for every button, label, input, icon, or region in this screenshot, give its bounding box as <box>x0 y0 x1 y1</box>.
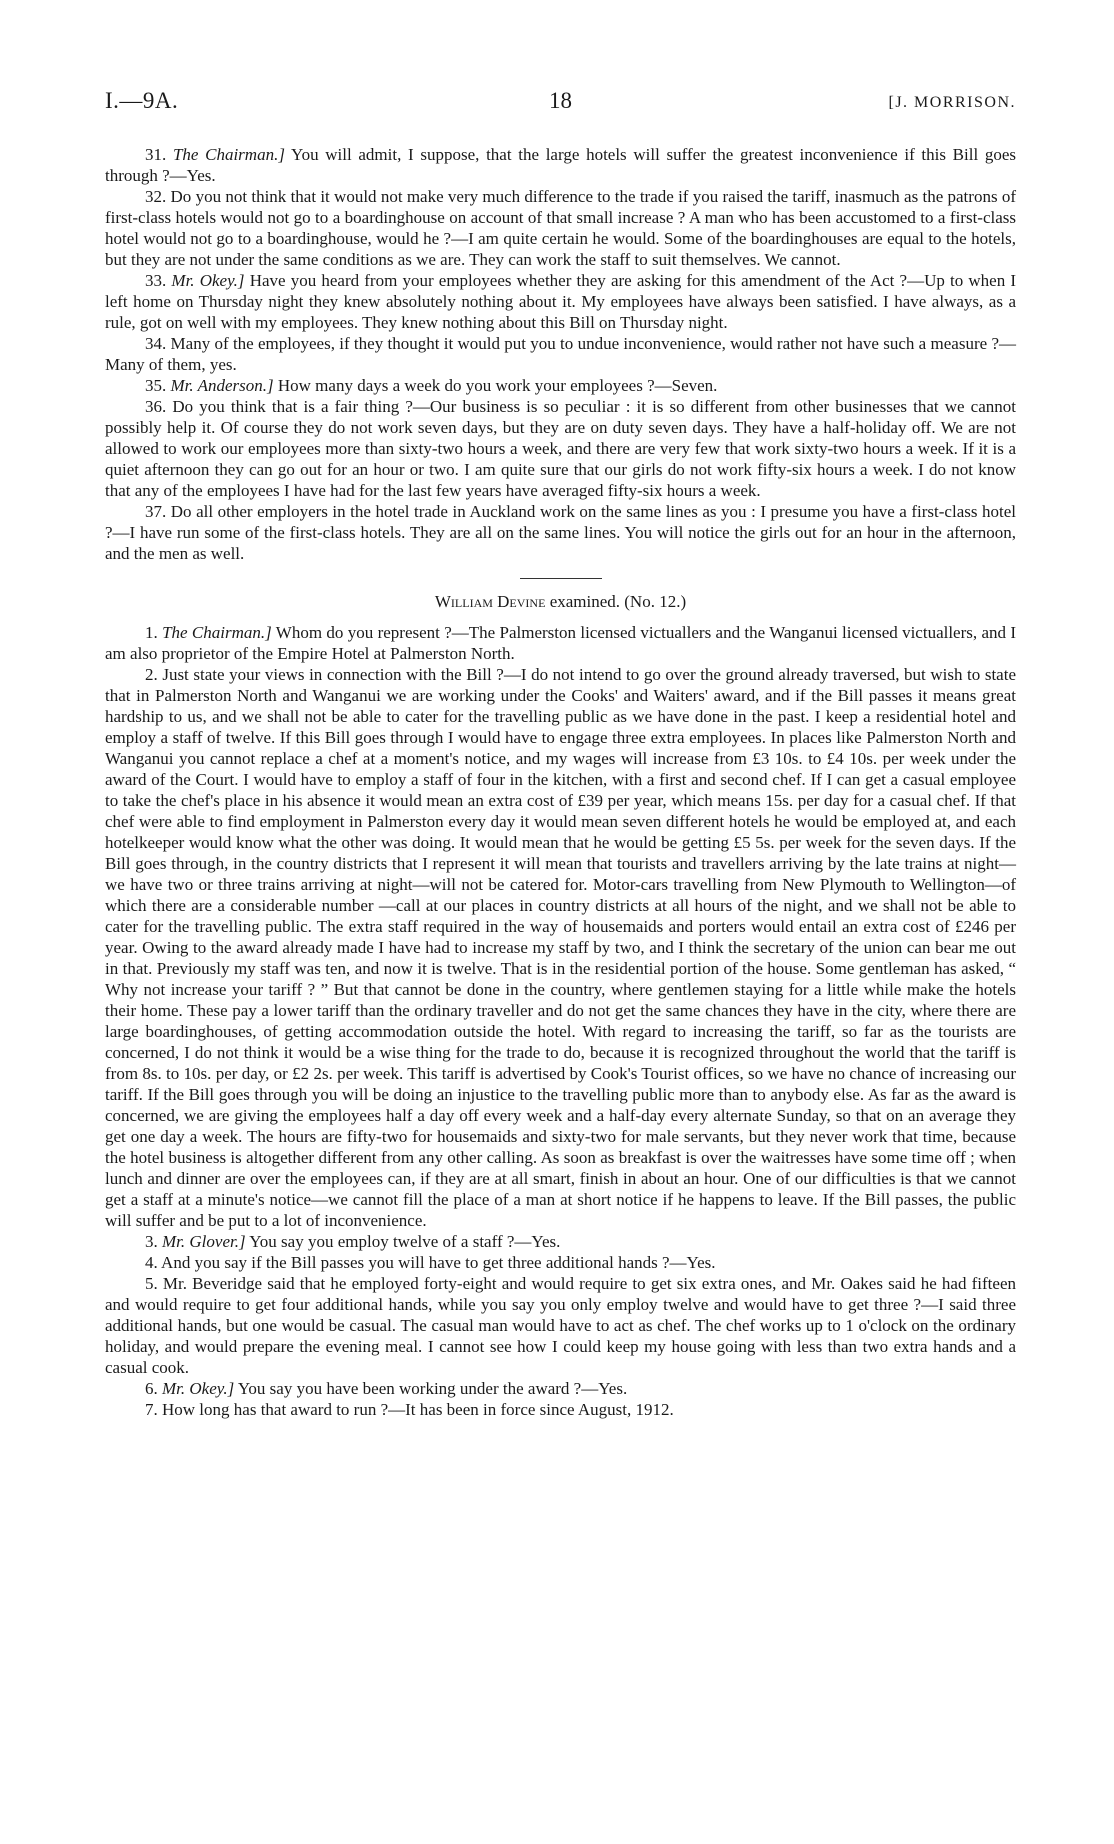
speaker-label: The Chairman.] <box>172 145 285 164</box>
paragraph-6: 6. Mr. Okey.] You say you have been working under the award ?—Yes. <box>145 1379 628 1398</box>
speaker-label: Mr. Glover.] <box>162 1232 246 1251</box>
examination-heading: William Devine examined. (No. 12.) <box>434 592 687 611</box>
paragraph-35: 35. Mr. Anderson.] How many days a week do you work your employees ?—Seven. <box>145 376 718 395</box>
paragraph-32: 32. Do you not think that it would not make very much difference to the trade if you raised the tariff, inasmuch as the patrons of first-class hotels would not go to a boardinghouse on account of that small increase ? A man who has been accustomed to a first-class hotel would not go to a boardinghouse, would he ?—I am quite certain he would. Some of the boardinghouses are equal to the hotels, but they are not under the same conditions as we are. They can work the staff to suit themselves. We cannot. <box>105 187 1016 269</box>
paragraph-33: 33. Mr. Okey.] Have you heard from your employees whether they are asking for this amendment of the Act ?—Up to when I left home on Thursday night they knew absolutely nothing about it. My employees have always been satisfied. I have always, as a rule, got on well with my employees. They knew nothing about this Bill on Thursday night. <box>105 271 1017 332</box>
paragraph-34: 34. Many of the employees, if they thought it would put you to undue inconvenience, would rather not have such a measure ?—Many of them, yes. <box>105 334 1016 374</box>
paragraph-3: 3. Mr. Glover.] You say you employ twelve of a staff ?—Yes. <box>145 1232 561 1251</box>
section-divider <box>520 578 602 579</box>
speaker-label: The Chairman.] <box>162 623 272 642</box>
paragraph-4: 4. And you say if the Bill passes you will have to get three additional hands ?—Yes. <box>145 1253 716 1272</box>
page-number: 18 <box>549 88 572 113</box>
page-header <box>105 90 1016 116</box>
speaker-label: Mr. Okey.] <box>162 1379 235 1398</box>
body-text <box>105 144 1016 1420</box>
paragraph-31: 31. The Chairman.] You will admit, I suppose, that the large hotels will suffer the greatest inconvenience if this Bill goes through ?—Yes. <box>105 145 1017 185</box>
paragraph-7: 7. How long has that award to run ?—It has been in force since August, 1912. <box>145 1400 674 1419</box>
paragraph-1: 1. The Chairman.] Whom do you represent ?—The Palmerston licensed victuallers and the Wanganui licensed victuallers, and I am also proprietor of the Empire Hotel at Palmerston North. <box>105 623 1017 663</box>
witness-name-header: [J. MORRISON. <box>888 94 1016 111</box>
speaker-label: Mr. Okey.] <box>171 271 245 290</box>
paragraph-36: 36. Do you think that is a fair thing ?—Our business is so peculiar : it is so different from other businesses that we cannot possibly help it. Of course they do not work seven days, but they are on duty seven days. They have a half-holiday off. We are not allowed to work our employees more than sixty-two hours a week, and there are very few that work sixty-two hours a week. If it is a quiet afternoon they can go out for an hour or two. I am quite sure that our girls do not work fifty-six hours a week. I do not know that any of the employees I have had for the last few years have averaged fifty-six hours a week. <box>105 397 1016 500</box>
paragraph-37: 37. Do all other employers in the hotel trade in Auckland work on the same lines as you : I presume you have a first-class hotel ?—I have run some of the first-class hotels. They are all on the same lines. You will notice the girls out for an hour in the afternoon, and the men as well. <box>105 502 1016 563</box>
witness-name: William Devine <box>434 592 546 611</box>
document-reference: I.—9A. <box>105 88 179 113</box>
paragraph-2: 2. Just state your views in connection with the Bill ?—I do not intend to go over the ground already traversed, but wish to state that in Palmerston North and Wanganui we are working under the Cooks' and Waiters' award, and if the Bill passes it means great hardship to us, and we shall not be able to cater for the travelling public as we have done in the past. I keep a residential hotel and employ a staff of twelve. If this Bill goes through I would have to engage three extra employees. In places like Palmerston North and Wanganui you cannot replace a chef at a moment's notice, and my wages will increase from £3 10s. to £4 10s. per week under the award of the Court. I would have to employ a staff of four in the kitchen, with a first and second chef. If I can get a casual employee to take the chef's place in his absence it would mean an extra cost of £39 per year, which means 15s. per day for a casual chef. If that chef were able to find employment in Palmerston every day it would mean seven different hotels he would be employed at, and each hotelkeeper would know what the other was doing. It would mean that he would be getting £5 5s. per week for the seven days. If the Bill goes through, in the country districts that I represent it will mean that tourists and travellers arriving by the late trains at night—we have two or three trains arriving at night—will not be catered for. Motor-cars travelling from New Plymouth to Wellington—of which there are a considerable number —call at our places in country districts at all hours of the night, and we shall not be able to cater for the travelling public. The extra staff required in the way of housemaids and porters would entail an extra cost of £246 per year. Owing to the award already made I have had to increase my staff by two, and I think the secretary of the union can bear me out in that. Previously my staff was ten, and now it is twelve. That is in the residential portion of the house. Some gentleman has asked, “ Why not increase your tariff ? ” But that cannot be done in the country, where gentlemen staying for a little while make the hotels their home. These pay a lower tariff than the ordinary traveller and do not get the same chances they have in the city, where there are large boardinghouses, of getting accommodation outside the hotel. With regard to increasing the tariff, so far as the tourists are concerned, I do not think it would be a wise thing for the trade to do, because it is recognized throughout the world that the tariff is from 8s. to 10s. per day, or £2 2s. per week. This tariff is advertised by Cook's Tourist offices, so we have no chance of increasing our tariff. If the Bill goes through you will be doing an injustice to the travelling public more than to anybody else. As far as the award is concerned, we are giving the employees half a day off every week and a half-day every alternate Sunday, so that on an average they get one day a week. The hours are fifty-two for housemaids and sixty-two for male servants, but they never work that time, because the hotel business is altogether different from any other calling. As soon as breakfast is over the waitresses have some time off ; when lunch and dinner are over the employees can, if they are at all smart, finish in about an hour. One of our difficulties is that we cannot get a staff at a minute's notice—we cannot fill the place of a man at short notice if he happens to leave. If the Bill passes, the public will suffer and be put to a lot of inconvenience. <box>105 665 1016 1230</box>
paragraph-5: 5. Mr. Beveridge said that he employed forty-eight and would require to get six extra ones, and Mr. Oakes said he had fifteen and would require to get four additional hands, while you say you only employ twelve and would have to get three ?—I said three additional hands, but one would be casual. The casual man would have to act as chef. The chef works up to 1 o'clock on the ordinary holiday, and would prepare the evening meal. I cannot see how I could keep my house going with less than two extra hands and a casual cook. <box>105 1274 1016 1377</box>
speaker-label: Mr. Anderson.] <box>170 376 274 395</box>
